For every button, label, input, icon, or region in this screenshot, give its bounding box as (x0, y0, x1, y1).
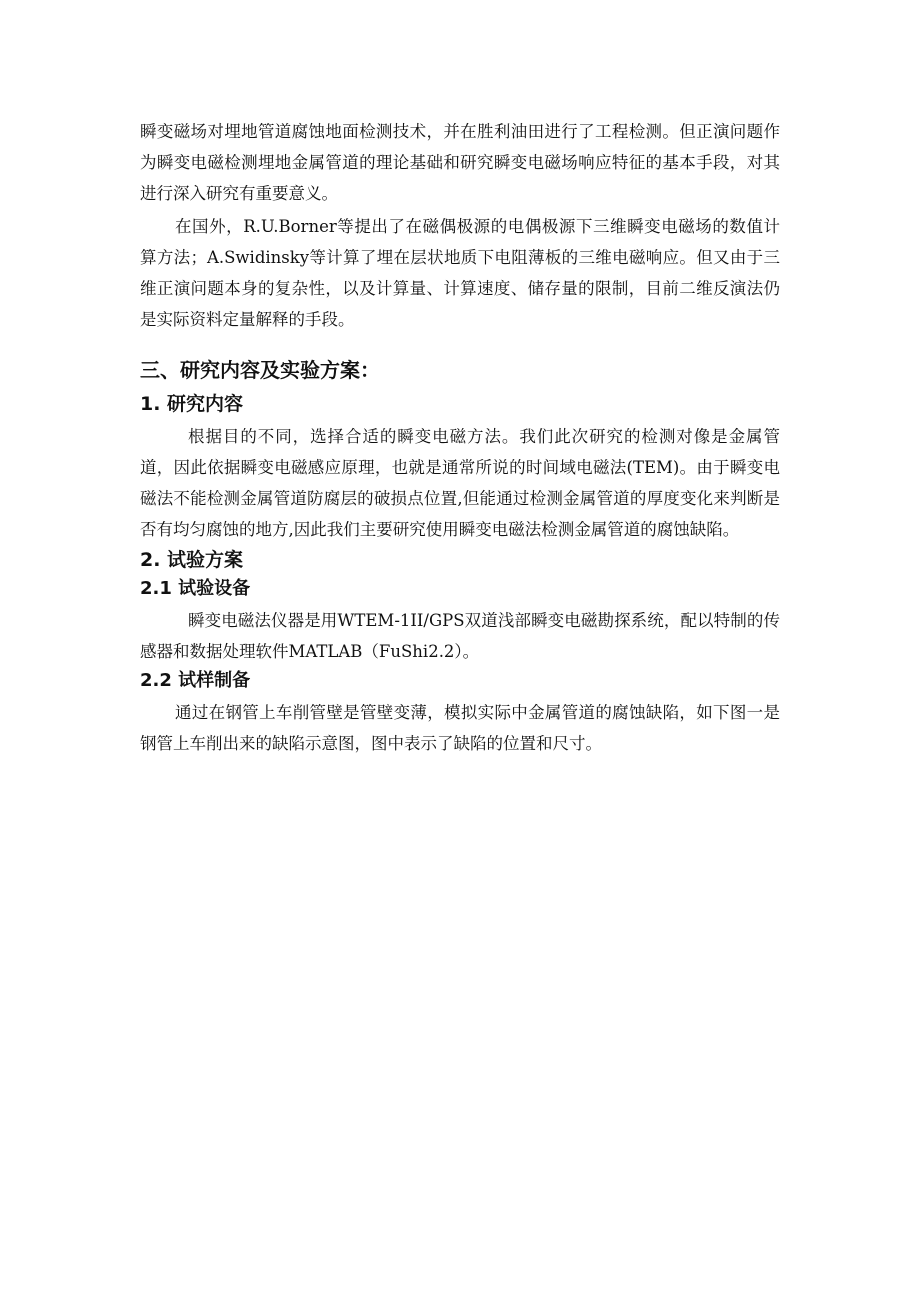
test-equipment-paragraph: 瞬变电磁法仪器是用WTEM-1II/GPS双道浅部瞬变电磁勘探系统，配以特制的传感器和数据处理软件MATLAB（FuShi2.2）。 (140, 611, 780, 661)
section-3-heading: 三、研究内容及实验方案： (140, 358, 380, 382)
document-page (140, 112, 780, 759)
research-content-paragraph: 根据目的不同，选择合适的瞬变电磁方法。我们此次研究的检测对像是金属管道，因此依据瞬变电磁感应原理，也就是通常所说的时间域电磁法(TEM)。由于瞬变电磁法不能检测金属管道防腐层的破损点位置,但能通过检测金属管道的厚度变化来判断是否有均匀腐蚀的地方,因此我们主要研究使用瞬变电磁法检测金属管道的腐蚀缺陷。 (140, 427, 780, 539)
test-equipment-heading: 2.1 试验设备 (140, 578, 251, 599)
test-plan-heading: 2. 试验方案 (140, 549, 244, 571)
specimen-preparation-paragraph: 通过在钢管上车削管壁是管壁变薄，模拟实际中金属管道的腐蚀缺陷，如下图一是钢管上车削出来的缺陷示意图，图中表示了缺陷的位置和尺寸。 (140, 703, 780, 753)
intro-paragraph: 瞬变磁场对埋地管道腐蚀地面检测技术，并在胜利油田进行了工程检测。但正演问题作为瞬变电磁检测埋地金属管道的理论基础和研究瞬变电磁场响应特征的基本手段，对其进行深入研究有重要意义。 (140, 122, 780, 203)
foreign-research-paragraph: 在国外，R.U.Borner等提出了在磁偶极源的电偶极源下三维瞬变电磁场的数值计算方法；A.Swidinsky等计算了埋在层状地质下电阻薄板的三维电磁响应。但又由于三维正演问题本身的复杂性，以及计算量、计算速度、储存量的限制，目前二维反演法仍是实际资料定量解释的手段。 (140, 217, 780, 329)
research-content-heading: 1. 研究内容 (140, 393, 244, 415)
specimen-preparation-heading: 2.2 试样制备 (140, 670, 251, 691)
